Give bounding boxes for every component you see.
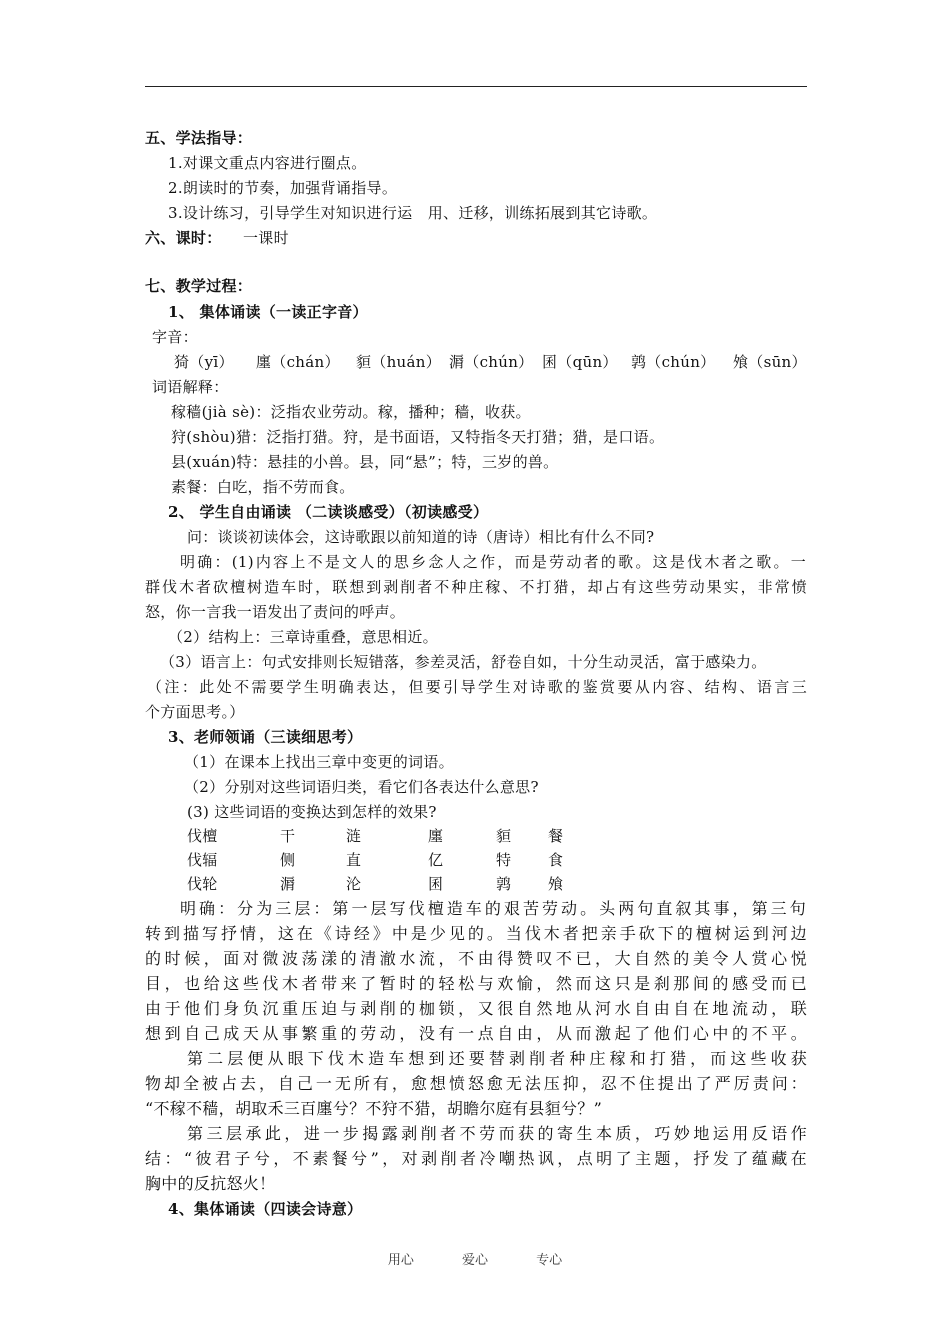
pron-item: 貆（huán） — [356, 353, 442, 371]
step4-title: 4、集体诵读（四读会诗意） — [168, 1200, 363, 1218]
vocab-label: 词语解释： — [152, 378, 229, 396]
word-table-cell: 食 — [548, 851, 564, 869]
word-table-row — [0, 874, 950, 894]
word-table-cell: 亿 — [428, 851, 444, 869]
word-table-cell: 伐檀 — [187, 827, 218, 845]
word-table-cell: 飧 — [548, 875, 564, 893]
step3-question-2: （2）分别对这些词语归类，看它们各表达什么意思? — [184, 778, 539, 796]
word-table-cell: 涟 — [346, 827, 362, 845]
step3-layer3-line: 胸中的反抗怒火！ — [145, 1174, 276, 1193]
step3-layer2-line: 第二层便从眼下伐木造车想到还要替剥削者种庄稼和打猎，而这些收获 — [187, 1049, 807, 1068]
footer-text: 爱心 — [461, 1253, 488, 1268]
vocab-item: 稼穑(jià sè)：泛指农业劳动。稼，播种；穑，收获。 — [171, 403, 531, 421]
word-table-cell: 漘 — [280, 875, 296, 893]
word-table-cell: 餐 — [548, 827, 564, 845]
section5-item-1: 1.对课文重点内容进行圈点。 — [168, 154, 367, 172]
step3-question-1: （1）在课本上找出三章中变更的词语。 — [184, 753, 454, 771]
section5-item-2: 2.朗读时的节奏，加强背诵指导。 — [168, 179, 398, 197]
word-table-row — [0, 850, 950, 870]
vocab-item: 县(xuán)特：悬挂的小兽。县，同“悬”；特，三岁的兽。 — [171, 453, 559, 471]
step3-answer-line: 转到描写抒情，这在《诗经》中是少见的。当伐木者把亲手砍下的檀树运到河边 — [145, 924, 807, 943]
step3-answer-line: 目，也给这些伐木者带来了暂时的轻松与欢愉，然而这只是刹那间的感受而已 — [145, 974, 807, 993]
word-table-row — [0, 826, 950, 846]
header-rule — [145, 86, 807, 87]
step3-title: 3、老师领诵（三读细思考） — [168, 728, 363, 746]
word-table-cell: 干 — [280, 827, 296, 845]
word-table-cell: 直 — [346, 851, 362, 869]
step2-title: 2、 学生自由诵读 （二读谈感受）（初读感受） — [168, 503, 489, 521]
step1-title: 1、 集体诵读（一读正字音） — [168, 303, 368, 321]
footer-text: 专心 — [536, 1253, 563, 1268]
section7-title: 七、教学过程： — [145, 277, 253, 295]
section5-item-3: 3.设计练习，引导学生对知识进行运 用、迁移，训练拓展到其它诗歌。 — [168, 204, 658, 222]
pron-item: 鹑（chún） — [631, 353, 716, 371]
word-table-cell: 侧 — [280, 851, 296, 869]
step2-answer-line: 群伐木者砍檀树造车时，联想到剥削者不种庄稼、不打猎，却占有这些劳动果实，非常愤 — [145, 578, 807, 596]
word-table-cell: 特 — [496, 851, 512, 869]
pron-item: 猗（yī） — [174, 353, 234, 371]
section6-title: 六、课时： — [145, 229, 222, 247]
footer-text: 用心 — [387, 1253, 414, 1268]
section5-title: 五、学法指导： — [145, 129, 253, 147]
step2-note-line: （注：此处不需要学生明确表达，但要引导学生对诗歌的鉴赏要从内容、结构、语言三 — [147, 678, 807, 696]
page-footer — [0, 1249, 950, 1268]
step3-layer2-line: 物却全被占去，自己一无所有，愈想愤怒愈无法压抑，忍不住提出了严厉责问： — [145, 1074, 807, 1093]
step3-layer3-line: 结：“彼君子兮，不素餐兮”，对剥削者冷嘲热讽，点明了主题，抒发了蕴藏在 — [145, 1149, 807, 1168]
step3-layer3-line: 第三层承此，进一步揭露剥削者不劳而获的寄生本质，巧妙地运用反语作 — [187, 1124, 807, 1143]
step3-answer-line: 想到自己成天从事繁重的劳动，没有一点自由，从而激起了他们心中的不平。 — [145, 1024, 807, 1043]
step3-answer-line: 由于他们身负沉重压迫与剥削的枷锁，又很自然地从河水自由自在地流动，联 — [145, 999, 807, 1018]
word-table-cell: 沦 — [346, 875, 362, 893]
word-table-cell: 鹑 — [496, 875, 512, 893]
pron-item: 飧（sūn） — [733, 353, 807, 371]
word-table-cell: 囷 — [428, 875, 444, 893]
step2-answer-line: 怒，你一言我一语发出了责问的呼声。 — [145, 603, 406, 621]
word-table-cell: 伐辐 — [187, 851, 218, 869]
word-table-cell: 貆 — [496, 827, 512, 845]
step3-answer-line: 的时候，面对微波荡漾的清澈水流，不由得赞叹不已，大自然的美令人赏心悦 — [145, 949, 807, 968]
vocab-item: 狩(shòu)猎：泛指打猎。狩，是书面语，又特指冬天打猎；猎，是口语。 — [171, 428, 665, 446]
step2-point-structure: （2）结构上：三章诗重叠，意思相近。 — [168, 628, 438, 646]
step3-layer2-line: “不稼不穑，胡取禾三百廛兮？不狩不猎，胡瞻尔庭有县貆兮？” — [145, 1099, 603, 1118]
step2-point-language: （3）语言上：句式安排则长短错落，参差灵活，舒卷自如，十分生动灵活，富于感染力。 — [160, 653, 767, 671]
step2-question: 问：谈谈初读体会，这诗歌跟以前知道的诗（唐诗）相比有什么不同? — [187, 528, 655, 546]
vocab-item: 素餐：白吃，指不劳而食。 — [171, 478, 355, 496]
pron-item: 囷（qūn） — [542, 353, 618, 371]
pronunciation-row — [0, 352, 950, 372]
word-table-cell: 廛 — [428, 827, 444, 845]
step3-answer-line: 明确：分为三层：第一层写伐檀造车的艰苦劳动。头两句直叙其事，第三句 — [180, 899, 806, 918]
pron-item: 廛（chán） — [256, 353, 340, 371]
step2-note-line: 个方面思考。） — [145, 703, 245, 721]
pronunciation-label: 字音： — [152, 328, 198, 346]
pron-item: 漘（chún） — [449, 353, 534, 371]
step2-answer-line: 明确：(1)内容上不是文人的思乡念人之作，而是劳动者的歌。这是伐木者之歌。一 — [180, 553, 806, 571]
word-table-cell: 伐轮 — [187, 875, 218, 893]
step3-question-3: (3) 这些词语的变换达到怎样的效果? — [187, 803, 437, 821]
section6-value: 一课时 — [243, 229, 289, 247]
